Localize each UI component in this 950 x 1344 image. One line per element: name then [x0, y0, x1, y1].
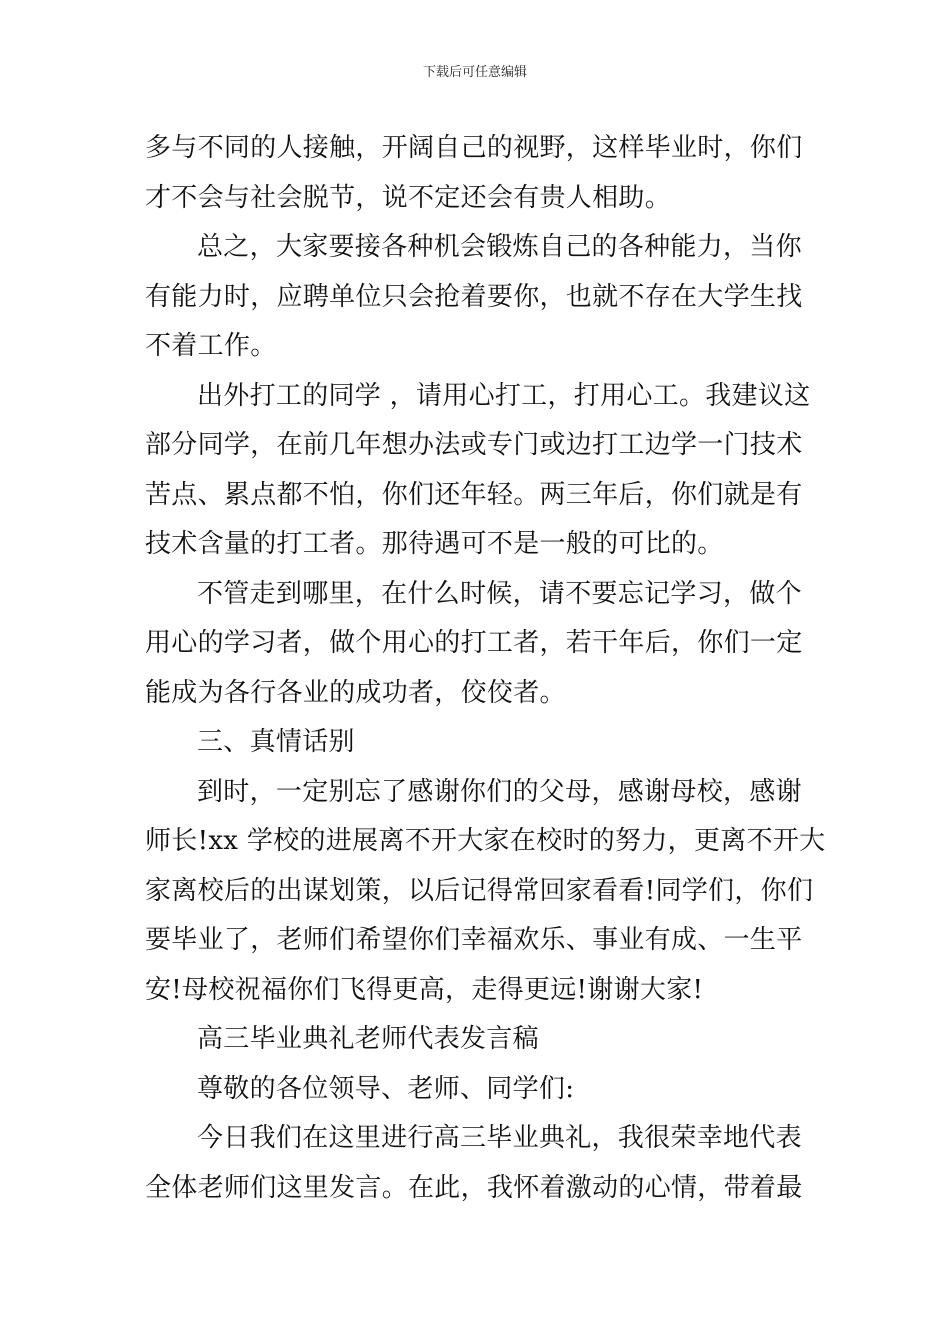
text-line: 要毕业了，老师们希望你们幸福欢乐、事业有成、一生平	[145, 925, 803, 955]
text-line: 能成为各行各业的成功者，佼佼者。	[145, 677, 566, 708]
text-line: 有能力时，应聘单位只会抢着要你，也就不存在大学生找	[145, 281, 803, 312]
text-line: 师长!xx 学校的进展离不开大家在校时的努力，更离不开大	[145, 826, 826, 856]
document-title: 高三毕业典礼老师代表发言稿	[197, 1024, 539, 1054]
text-line: 不着工作。	[145, 331, 277, 361]
text-line: 用心的学习者，做个用心的打工者，若干年后，你们一定	[145, 628, 803, 658]
section-heading: 三、真情话别	[197, 727, 355, 757]
text-line: 到时，一定别忘了感谢你们的父母，感谢母校，感谢	[197, 776, 802, 807]
text-line: 不管走到哪里，在什么时候，请不要忘记学习，做个	[197, 578, 802, 609]
text-line: 安!母校祝福你们飞得更高，走得更远!谢谢大家!	[145, 974, 704, 1005]
text-line: 部分同学，在前几年想办法或专门或边打工边学一门技术	[145, 430, 803, 460]
page-header: 下载后可任意编辑	[422, 65, 527, 80]
text-line: 多与不同的人接触，开阔自己的视野，这样毕业时，你们	[145, 133, 803, 163]
text-line: 苦点、累点都不怕，你们还年轻。两三年后，你们就是有	[145, 479, 803, 510]
document-body	[145, 124, 826, 1213]
text-line: 今日我们在这里进行高三毕业典礼，我很荣幸地代表	[197, 1123, 802, 1153]
text-line: 全体老师们这里发言。在此，我怀着激动的心情，带着最	[145, 1172, 803, 1203]
text-line: 总之，大家要接各种机会锻炼自己的各种能力，当你	[197, 232, 802, 262]
text-line: 才不会与社会脱节，说不定还会有贵人相助。	[145, 182, 672, 213]
text-line: 家离校后的出谋划策，以后记得常回家看看!同学们，你们	[145, 875, 814, 906]
salutation: 尊敬的各位领导、老师、同学们:	[197, 1073, 575, 1104]
text-line: 技术含量的打工者。那待遇可不是一般的可比的。	[145, 529, 724, 559]
text-line: 出外打工的同学 ，请用心打工，打用心工。我建议这	[197, 380, 811, 411]
